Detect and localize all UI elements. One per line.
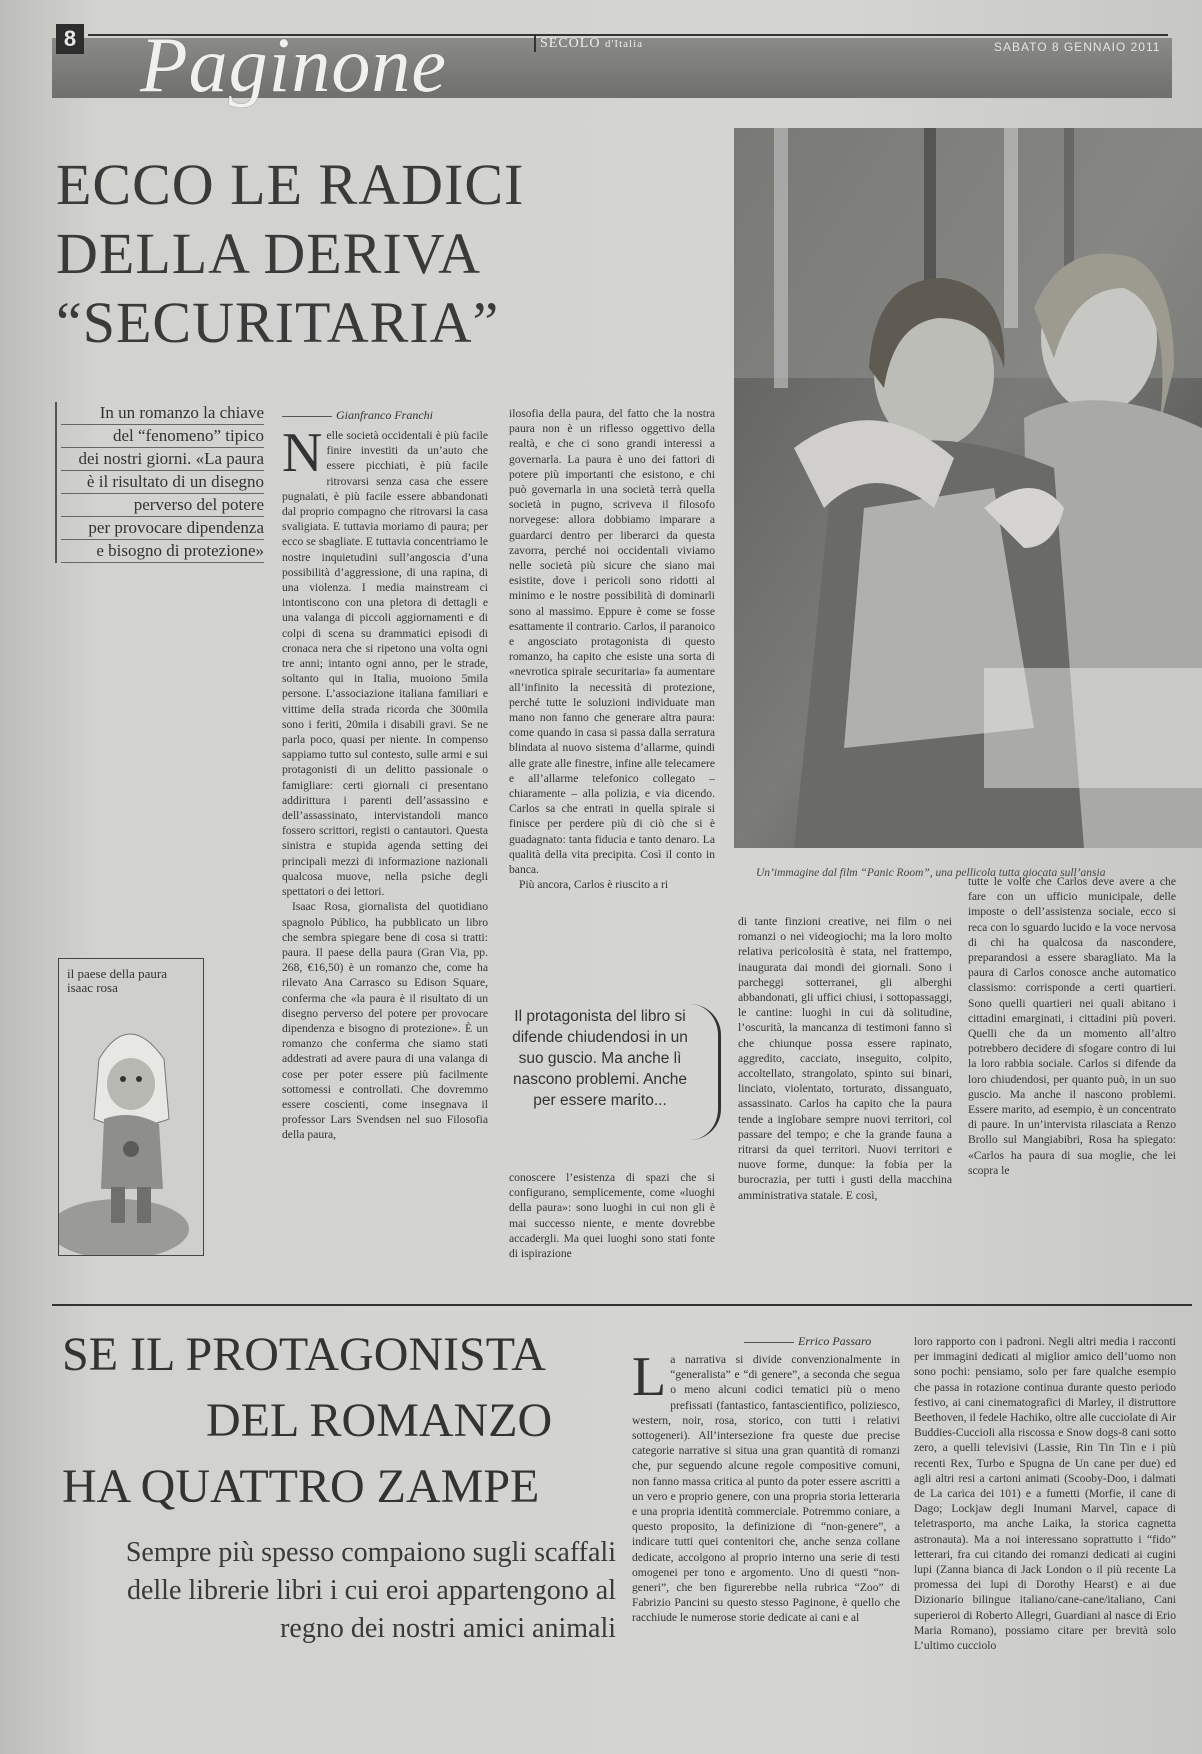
body-text: di tante finzioni creative, nei film o nei romanzi o nei videogiochi; ma la loro molto relativa pericolosità è stata, nel frattempo, inaugurata dai mondi dei giornali. Sono i parcheggi sotterranei, gli alberghi abbandonati, gli uffici chiusi, i sottopassaggi, le cantine: luoghi in cui dà solitudine, l’oscurità, la mancanza di testimoni fanno sì che chiunque possa essere rapinato, aggredito, cacciato, inseguito, colpito, accoltellato, strangolato, spinto sui binari, linciato, violentato, torturato, dissanguato, assassinato. Carlos ha capito che la paura tende a inglobare sempre nuovi territori, col passare del tempo; e che la grande fauna a ritrarsi da quei territori. Nuovi territori e nuove forme, dunque: la fobia per la burocrazia, per tutti i gusti della macchina amministrativa statale. E così, xyxy=(738,915,952,1202)
photo-illustration xyxy=(734,128,1202,848)
article2-headline-line-3: HA QUATTRO ZAMPE xyxy=(62,1460,540,1513)
body-text: tutte le volte che Carlos deve avere a che fare con un ufficio municipale, delle imposte o dell’assistenza sociale, ecco si reca con lo sguardo lucido e la voce nervosa di chi ha qualcosa da nascondere, preparandosi a essere sbaragliato. Ma la paura di Carlos conosce anche automatico classismo: corrisponde a certi quartieri. Sono quelli quartieri nei quali abitano i cittadini emarginati, i cittadini più poveri. Quelli che da un momento all’altro potrebbero decidere di sfogare contro di lui la loro rabbia sociale. Carlos si difende da loro chiudendosi, per quanto può, in un suo guscio. Ma anche il nascono problemi. Essere marito, ad esempio, è un concentrato di paure. In un’intervista rilasciata a Renzo Brollo sul Mangiabibri, Rosa ha spiegato: «Carlos ha paura di sua moglie, che lei scopra le xyxy=(968,875,1176,1177)
section-divider xyxy=(52,1304,1192,1306)
headline-line: DELLA DERIVA xyxy=(56,221,481,286)
article1-column-3 xyxy=(738,914,952,1286)
film-still-photo xyxy=(734,128,1202,848)
book-author: isaac rosa xyxy=(67,980,118,995)
article2-subtitle: Sempre più spesso compaiono sugli scaffali delle librerie libri i cui eroi appartengono al regno dei nostri amici animali xyxy=(125,1537,616,1644)
body-text: conoscere l’esistenza di spazi che si configurano, semplicemente, come «luoghi della paura»: sono luoghi in cui non gli è mai successo niente, e mente dovrebbe accadergli. Ma quei luoghi sono stati fonte di ispirazione xyxy=(509,1171,715,1261)
dropcap: N xyxy=(282,428,323,484)
photo-caption: Un’immagine dal film “Panic Room”, una pellicola tutta giocata sull’ansia xyxy=(756,867,1106,879)
article1-column-1 xyxy=(282,428,488,1283)
newspaper-name: SECOLO d'Italia xyxy=(534,36,643,52)
article1-headline xyxy=(56,150,696,357)
article1-column-4 xyxy=(968,874,1176,1286)
lead-line: è il risultato di un disegno xyxy=(61,471,264,494)
book-cover-text xyxy=(67,967,167,995)
body-text: elle società occidentali è più facile finire investiti da un’auto che essere picchiati, è più facile ritrovarsi senza casa che essere pugnalati, è più facile essere abbandonati dal proprio compagno che ritrovarsi la casa svaligiata. E tuttavia moriamo di paura; per ecco se sbagliate. E tuttavia concentriamo le nostre inquietudini sull’angoscia d’una possibilità d’aggressione, di una rapina, di una violenza. I media mainstream ci intontiscono con una pletora di dettagli e una valanga di piccoli aggiornamenti e di colpi di scena su drammatici episodi di cronaca nera che si ripetono una volta ogni tre anni; intanto ogni anno, per le strade, soltanto qui in Italia, muoiono 5mila persone. L’associazione italiana familiari e vittime della strada ricorda che 300mila sono i feriti, 20mila i disabili gravi. Se ne parla poco, quasi per niente. In compenso sappiamo tutto sul contesto, sulle armi e sui protagonisti di un delitto passionale o famigliare: certi giornali ci presentano addirittura i parenti dell’assassino e dell’assassinato, intervistandoli manco fossero scrittori, registi o cantautori. Questa sinistra e stupida agenda setting dei principali mezzi di informazione nazionali qualcosa muove, nella psiche degli spettatori o dei lettori. xyxy=(282,429,488,899)
lead-line: e bisogno di protezione» xyxy=(61,540,264,563)
book-cover xyxy=(58,958,204,1256)
author-name: Gianfranco Franchi xyxy=(336,408,433,422)
article1-column-2-end xyxy=(509,1170,715,1286)
lead-line: perverso del potere xyxy=(61,494,264,517)
body-text: ilosofia della paura, del fatto che la nostra paura non è un riflesso oggettivo della realtà, e che ci sono grandi interessi a governarla. La paura è uno dei fattori di potere più importanti che esistono, e chi può governarla in una società terrà quella società in pugno, scriveva il filosofo norvegese: allora dobbiamo imparare a guardarci dentro per liberarci da questa zavorra, perché noi occidentali viviamo nelle società più sicure che siano mai esistite, dove i pericoli sono ridotti al minimo e le nostre possibilità di dominarli sono al massimo. Eppure è come se fosse esattamente il contrario. Carlos, il paranoico e angosciato protagonista di questo romanzo, ha capito che esiste una sorta di «nevrotica spirale securitaria» fa aumentare all’infinito la necessità di protezione, perché tutte le soluzioni individuate man mano non fanno che generare altra paura: come quando in casa si passa dalla serratura blindata al nuovo sistema d’allarme, quindi alle grate alle finestre, infine alle telecamere e all’allarme telefonico collegato – chiaramente – alla polizia, e via dicendo. Carlos sa che entrati in quella spirale si finisce per perdere più di ciò che si è guadagnato: tanta fiducia e tanto denaro. La qualità della vita precipita. Così il conto in banca. xyxy=(509,407,715,877)
lead-line: del “fenomeno” tipico xyxy=(61,425,264,448)
article2-byline xyxy=(744,1334,871,1349)
article2-headline-line-2: DEL ROMANZO xyxy=(206,1394,553,1447)
pull-quote-bracket xyxy=(690,1004,721,1140)
body-text: a narrativa si divide convenzionalmente in “generalista” e “di genere”, a seconda che segua o meno alcuni codici tematici più o meno prefissati (fantastico, fantascientifico, poliziesco, western, noir, rosa, storico, con tutti i relativi sottogeneri). All’intersezione fra queste due precise categorie narrative si situa una gran quantità di romanzi che, pur seguendo alcune regole compositive comuni, non fanno massa critica al punto da poter essere ascritti a un vero e proprio genere, con una propria storia letteraria e una propria identità commerciale. Potremmo coniare, a questo proposito, la definizione di “non-genere”, a indicare tutti quei contenitori che, anche senza collane dedicate, accolgono al proprio interno una serie di testi omogenei per tono e argomento. Uno di questi “non-generi”, che ben figurerebbe nella rubrica “Zoo” di Fabrizio Pancini su questo stesso Paginone, è quello che racchiude le numerose storie dedicate ai cani e al xyxy=(632,1353,900,1625)
article1-lead xyxy=(55,402,264,563)
headline-line: ECCO LE RADICI xyxy=(56,152,525,217)
pull-quote: Il protagonista del libro si difende chiudendosi in un suo guscio. Ma anche lì nascono problemi. Anche per essere marito... xyxy=(512,1008,688,1109)
body-text-b: Isaac Rosa, giornalista del quotidiano spagnolo Público, ha pubblicato un libro che sembra spiegare bene di cosa si tratti: paura. Il paese della paura (Gran Via, pp. 268, €16,50) è un romanzo che, come ha rilevato Ana Carrasco su Edison Square, conferma che «la paura è il risultato di un disegno perverso del potere per provocare dipendenza e bisogno di protezione». È un romanzo che conferma che siamo stati addestrati ad avere paura di una valanga di cose per poter essere più facilmente sottomessi e controllati. Che dovremmo essere coscienti, come insegnava il professor Lars Svendsen nel suo Filosofia della paura, xyxy=(282,900,488,1142)
lead-line: In un romanzo la chiave xyxy=(61,402,264,425)
section-title: Paginone xyxy=(140,21,447,108)
article2-headline-line-1: SE IL PROTAGONISTA xyxy=(62,1328,546,1381)
lead-line: per provocare dipendenza xyxy=(61,517,264,540)
article1-column-2 xyxy=(509,406,715,974)
article2-column-1 xyxy=(632,1352,900,1748)
page-number: 8 xyxy=(56,24,84,54)
lead-line: dei nostri giorni. «La paura xyxy=(61,448,264,471)
book-title: il paese della paura xyxy=(67,966,167,981)
author-name: Errico Passaro xyxy=(798,1334,872,1348)
headline-line: “SECURITARIA” xyxy=(56,290,500,355)
newspaper-suffix: d'Italia xyxy=(604,38,644,50)
issue-date: SABATO 8 GENNAIO 2011 xyxy=(994,40,1161,54)
book-cover-illustration xyxy=(59,959,203,1255)
body-text-b: Più ancora, Carlos è riuscito a ri xyxy=(519,878,669,892)
article1-byline xyxy=(282,408,433,423)
article2-column-2 xyxy=(914,1334,1176,1748)
body-text: loro rapporto con i padroni. Negli altri media i racconti per immagini dedicati al miglior amico dell’uomo non sono pochi: pensiamo, solo per fare qualche esempio che passa in rotazione continua durante questo periodo festivo, ai cani cinematografici di Marley, il distruttore Beethoven, il fedele Hachiko, oltre alle cucciolate di Air Buddies-Cuccioli alla riscossa e Snow dogs-8 cani sotto zero, a quelli televisivi (Lassie, Rin Tin Tin e i più recenti Rex, Turbo e Spugna de Un cane per due) ed agli altri resi a cartoni animati (Scooby-Doo, i dalmati de La carica dei 101) e a fumetti (Morfie, il cane di Dago; Lockjaw degli Inumani Marvel, capace di teletrasporto, ma anche Laika, la storica cagnetta astronauta). Ma a noi interessano soprattutto i “fido” letterari, fra cui citando dei romanzi dedicati ai cugini lupi (Zanna bianca di Jack London o il più recente La promessa dei lupi di Dorothy Hearst) e ai due Dizionario bilingue italiano/cane-cane/italiano, Cani superieroi di Roberto Allegri, Guardiani al nasce di Erio Maria Romano), possiamo citare per brevità solo L’ultimo cucciolo xyxy=(914,1335,1176,1653)
dropcap: L xyxy=(632,1352,667,1408)
